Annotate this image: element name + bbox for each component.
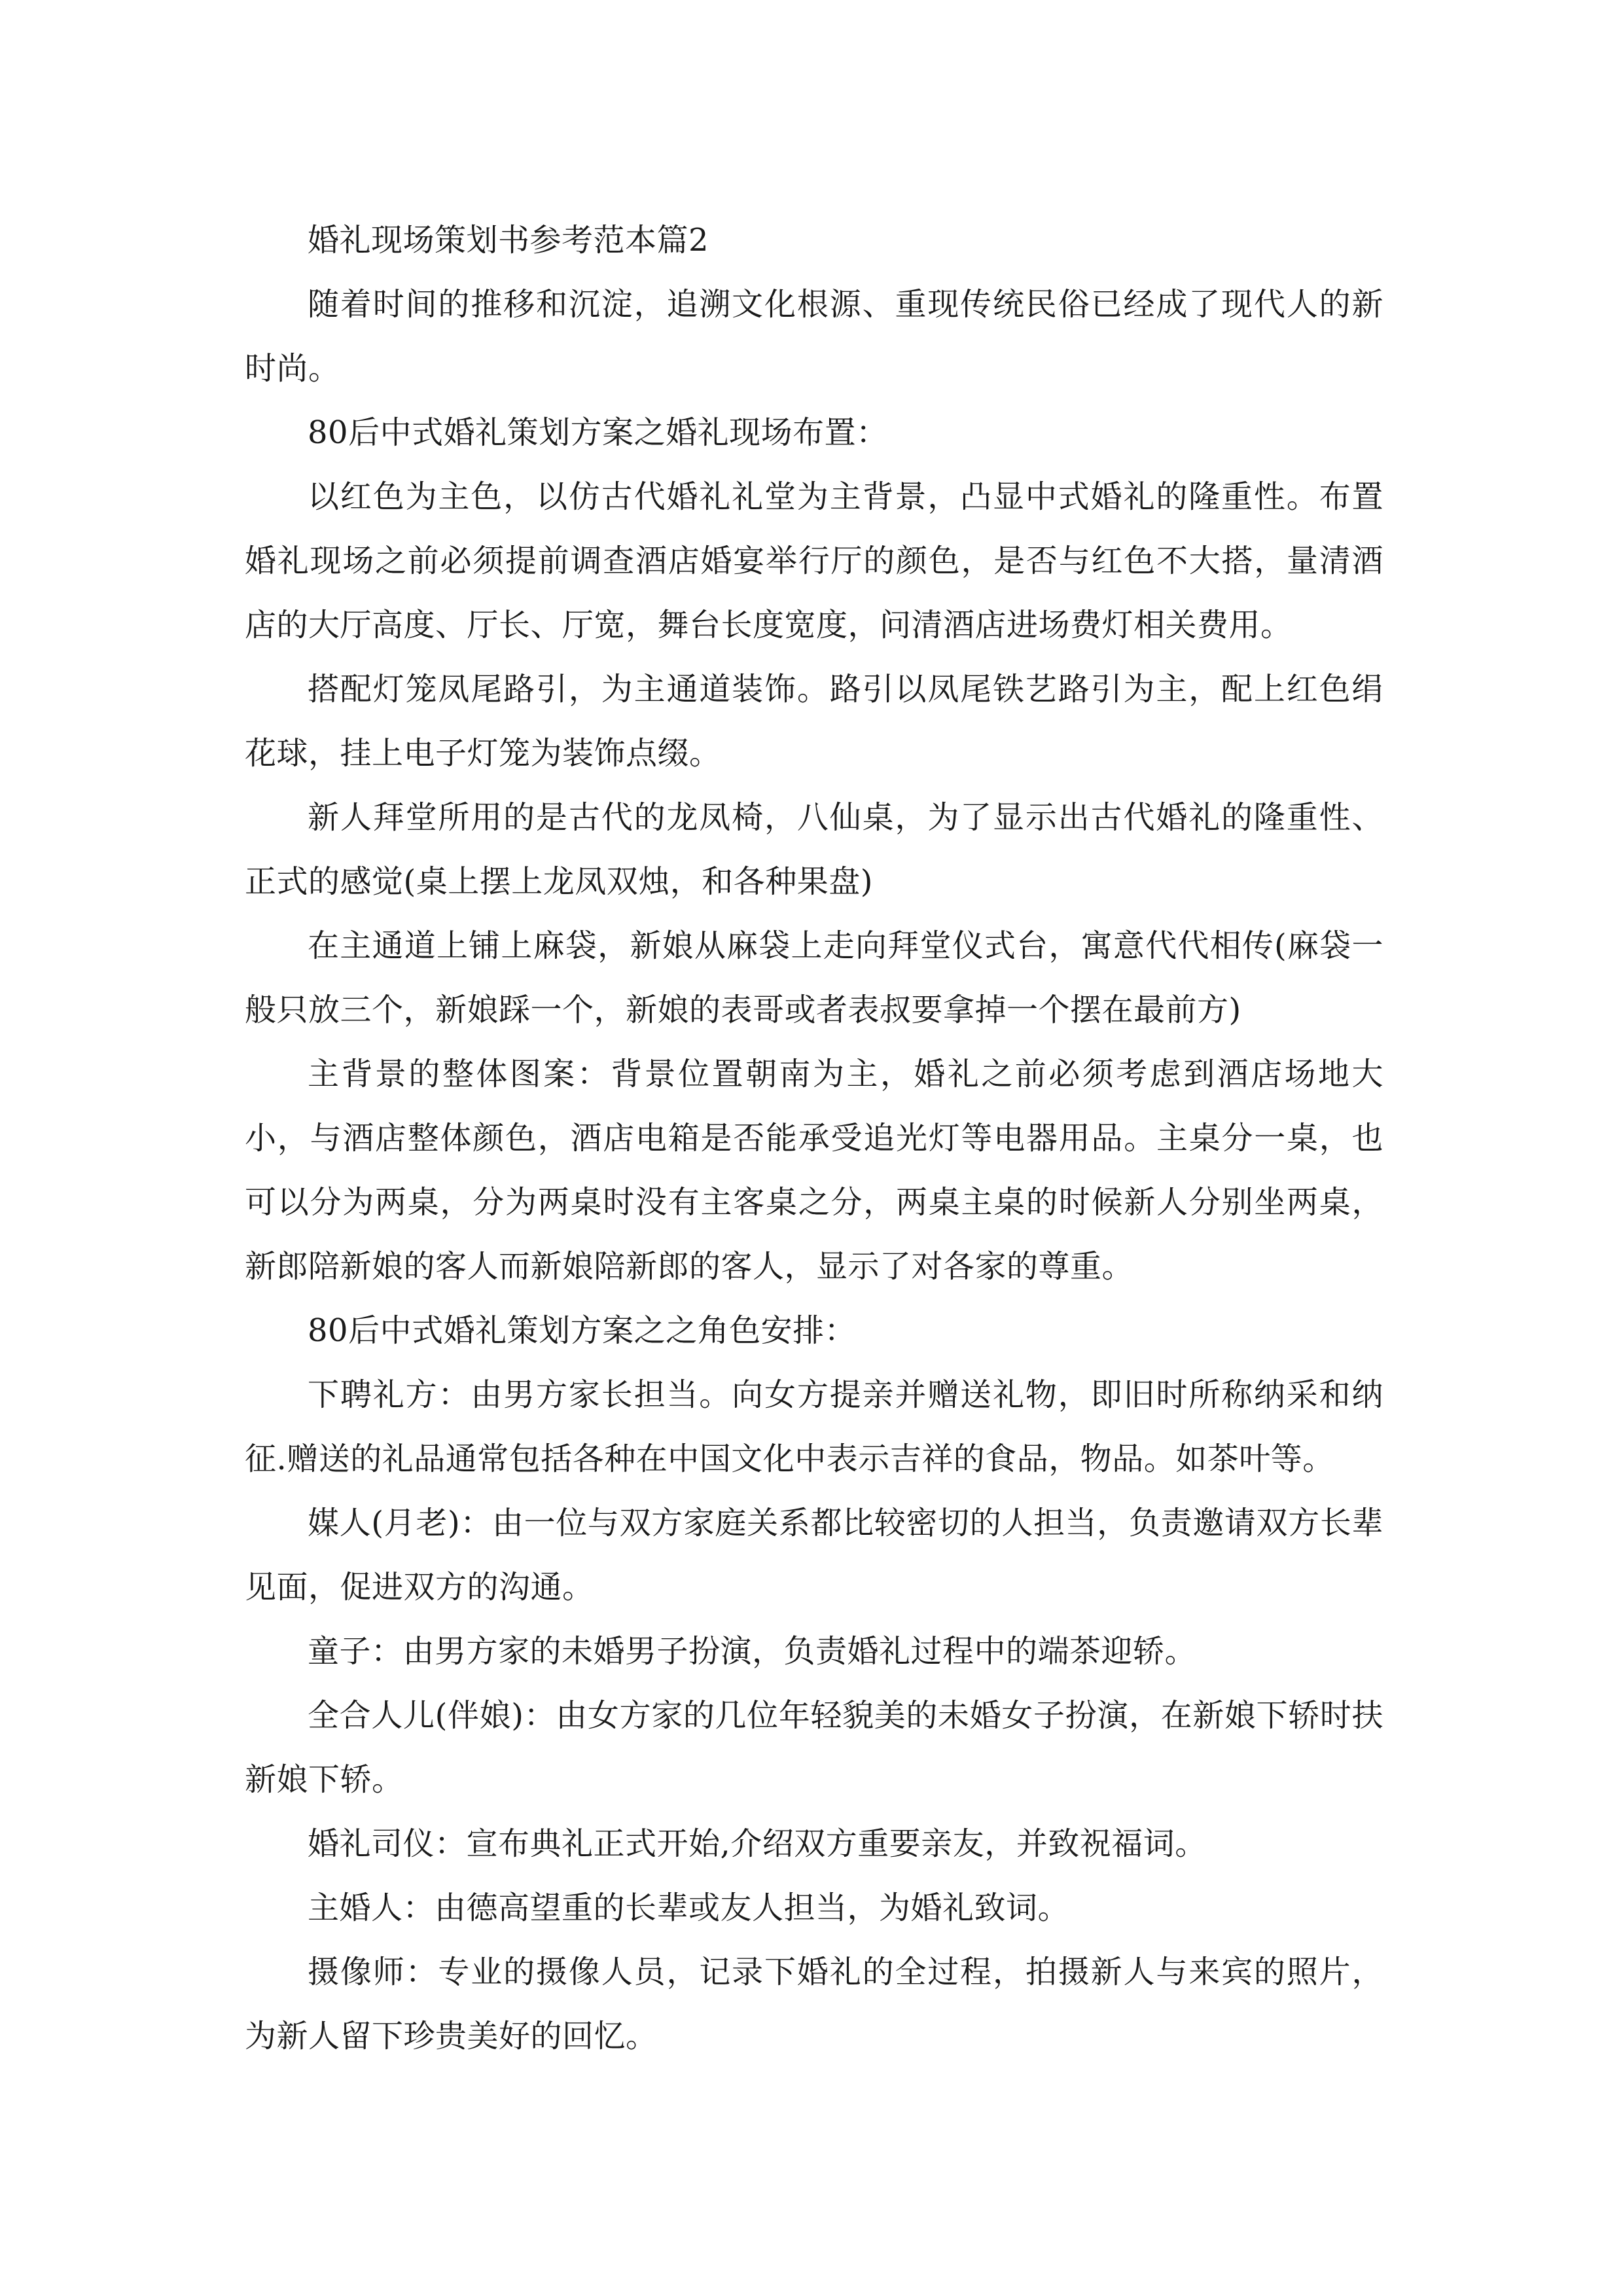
- paragraph-role-officiant: 主婚人：由德高望重的长辈或友人担当，为婚礼致词。: [308, 1890, 1070, 1926]
- paragraph-role-videographer: 摄像师：专业的摄像人员，记录下婚礼的全过程，拍摄新人与来宾的照片，为新人留下珍贵美好的回忆。: [245, 1954, 1383, 2054]
- paragraph-sacks: 在主通道上铺上麻袋，新娘从麻袋上走向拜堂仪式台，寓意代代相传(麻袋一般只放三个，新娘踩一个，新娘的表哥或者表叔要拿掉一个摆在最前方): [245, 927, 1383, 1028]
- document-title: 婚礼现场策划书参考范本篇2: [308, 222, 709, 259]
- paragraph-lanterns: 搭配灯笼凤尾路引，为主通道装饰。路引以凤尾铁艺路引为主，配上红色绢花球，挂上电子灯笼为装饰点缀。: [245, 671, 1383, 772]
- paragraph-role-pageboy: 童子：由男方家的未婚男子扮演，负责婚礼过程中的端茶迎轿。: [308, 1633, 1197, 1670]
- section-heading-venue: 80后中式婚礼策划方案之婚礼现场布置：: [308, 414, 888, 451]
- paragraph-backdrop: 主背景的整体图案：背景位置朝南为主，婚礼之前必须考虑到酒店场地大小，与酒店整体颜色，酒店电箱是否能承受追光灯等电器用品。主桌分一桌，也可以分为两桌，分为两桌时没有主客桌之分，两桌主桌的时候新人分别坐两桌，新郎陪新娘的客人而新娘陪新郎的客人，显示了对各家的尊重。: [245, 1056, 1383, 1285]
- paragraph-role-matchmaker: 媒人(月老)：由一位与双方家庭关系都比较密切的人担当，负责邀请双方长辈见面，促进双方的沟通。: [245, 1505, 1383, 1605]
- document-body: [245, 208, 1383, 2068]
- section-heading-roles: 80后中式婚礼策划方案之之角色安排：: [308, 1312, 857, 1349]
- paragraph-intro: 随着时间的推移和沉淀，追溯文化根源、重现传统民俗已经成了现代人的新时尚。: [245, 286, 1383, 387]
- paragraph-role-bridesmaids: 全合人儿(伴娘)：由女方家的几位年轻貌美的未婚女子扮演，在新娘下轿时扶新娘下轿。: [245, 1697, 1383, 1798]
- paragraph-furniture: 新人拜堂所用的是古代的龙凤椅，八仙桌，为了显示出古代婚礼的隆重性、正式的感觉(桌上摆上龙凤双烛，和各种果盘): [245, 799, 1383, 900]
- paragraph-role-betrothal: 下聘礼方：由男方家长担当。向女方提亲并赠送礼物，即旧时所称纳采和纳征.赠送的礼品通常包括各种在中国文化中表示吉祥的食品，物品。如茶叶等。: [245, 1376, 1383, 1477]
- paragraph-venue-color: 以红色为主色，以仿古代婚礼礼堂为主背景，凸显中式婚礼的隆重性。布置婚礼现场之前必须提前调查酒店婚宴举行厅的颜色，是否与红色不大搭，量清酒店的大厅高度、厅长、厅宽，舞台长度宽度，问清酒店进场费灯相关费用。: [245, 478, 1383, 643]
- paragraph-role-mc: 婚礼司仪：宣布典礼正式开始,介绍双方重要亲友，并致祝福词。: [308, 1825, 1207, 1862]
